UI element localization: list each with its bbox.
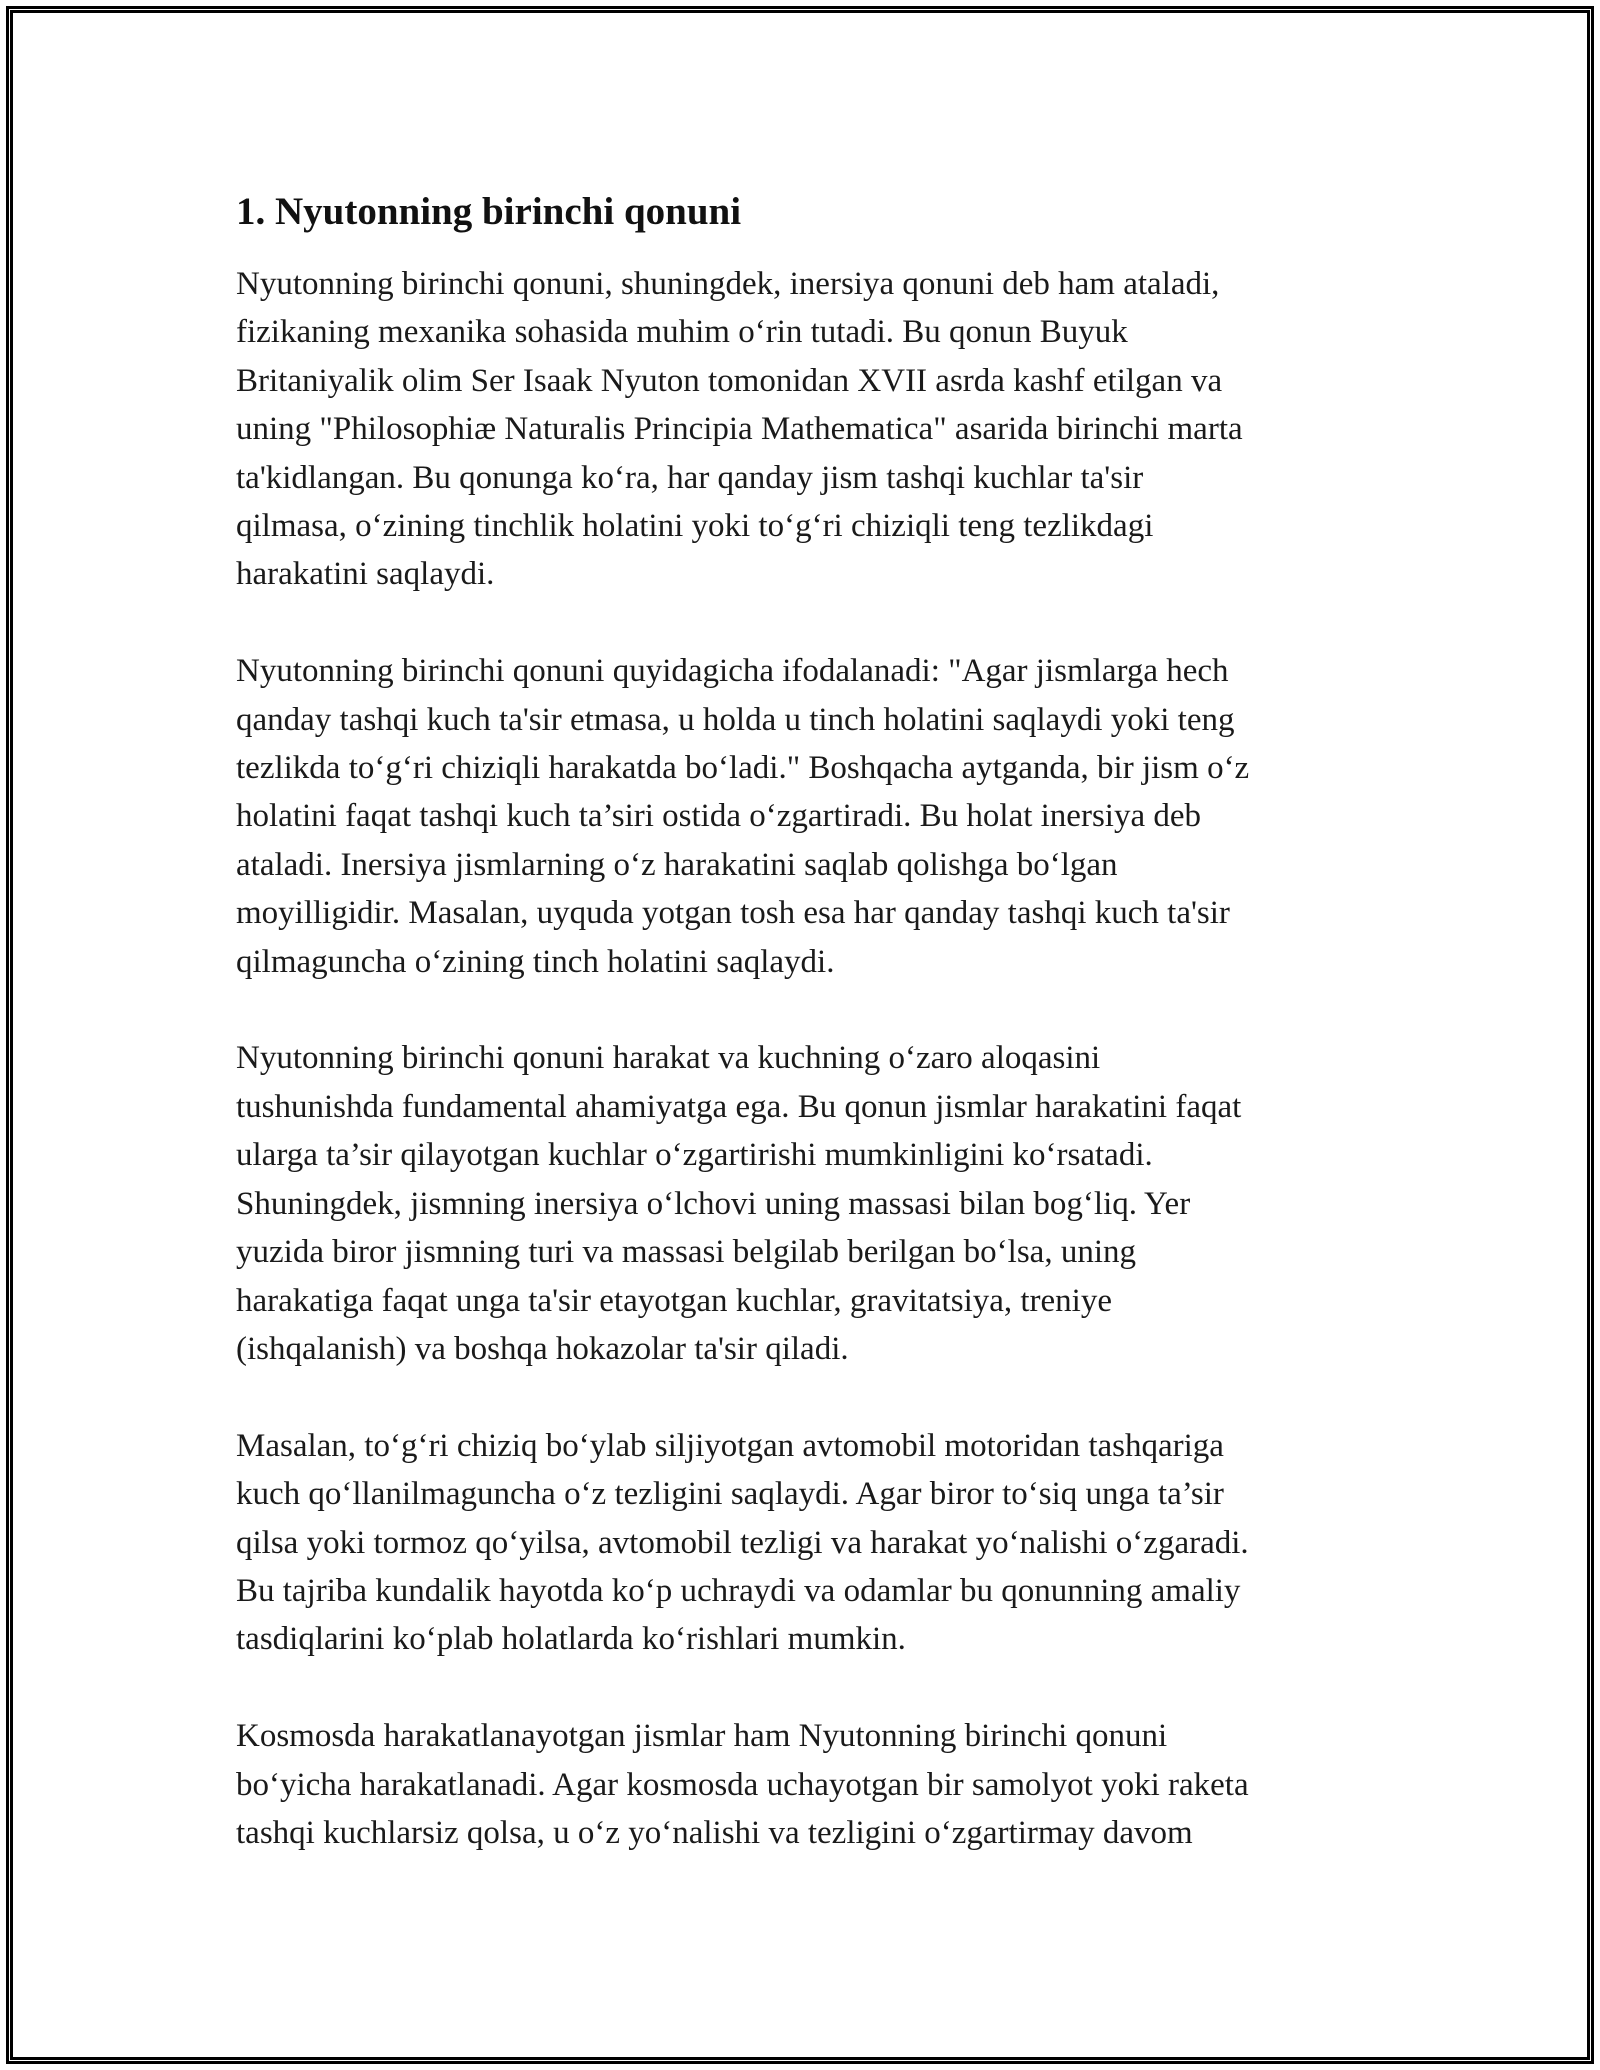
- paragraph-3: Nyutonning birinchi qonuni harakat va kuchning oʻzaro aloqasini tushunishda fundamental ahamiyatga ega. Bu qonun jismlar harakatini faqat ularga ta’sir qilayotgan kuchlar oʻzgartirishi mumkinligini koʻrsatadi. Shuningdek, jismning inersiya oʻlchovi uning massasi bilan bogʻliq. Yer yuzida biror jismning turi va massasi belgilab berilgan boʻlsa, uning harakatiga faqat unga ta'sir etayotgan kuchlar, gravitatsiya, treniye (ishqalanish) va boshqa hokazolar ta'sir qiladi.: [236, 1040, 1242, 1367]
- paragraph-4: Masalan, toʻgʻri chiziq boʻylab siljiyotgan avtomobil motoridan tashqariga kuch qoʻllanilmaguncha oʻz tezligini saqlaydi. Agar biror toʻsiq unga ta’sir qilsa yoki tormoz qoʻyilsa, avtomobil tezligi va harakat yoʻnalishi oʻzgaradi. Bu tajriba kundalik hayotda koʻp uchraydi va odamlar bu qonunning amaliy tasdiqlarini koʻplab holatlarda koʻrishlari mumkin.: [236, 1427, 1249, 1658]
- section-heading: 1. Nyutonning birinchi qonuni: [236, 190, 742, 233]
- paragraph-2: Nyutonning birinchi qonuni quyidagicha ifodalanadi: "Agar jismlarga hech qanday tashqi kuch ta'sir etmasa, u holda u tinch holatini saqlaydi yoki teng tezlikda toʻgʻri chiziqli harakatda boʻladi." Boshqacha aytganda, bir jism oʻz holatini faqat tashqi kuch ta’siri ostida oʻzgartiradi. Bu holat inersiya deb ataladi. Inersiya jismlarning oʻz harakatini saqlab qolishga boʻlgan moyilligidir. Masalan, uyquda yotgan tosh esa har qanday tashqi kuch ta'sir qilmaguncha oʻzining tinch holatini saqlaydi.: [236, 653, 1250, 980]
- paragraph-5: Kosmosda harakatlanayotgan jismlar ham Nyutonning birinchi qonuni boʻyicha harakatlanadi. Agar kosmosda uchayotgan bir samolyot yoki raketa tashqi kuchlarsiz qolsa, u oʻz yoʻnalishi va tezligini oʻzgartirmay davom: [236, 1718, 1249, 1851]
- document-body: [236, 184, 1376, 1906]
- paragraph-1: Nyutonning birinchi qonuni, shuningdek, inersiya qonuni deb ham ataladi, fizikaning mexanika sohasida muhim oʻrin tutadi. Bu qonun Buyuk Britaniyalik olim Ser Isaak Nyuton tomonidan XVII asrda kashf etilgan va uning "Philosophiæ Naturalis Principia Mathematica" asarida birinchi marta ta'kidlangan. Bu qonunga koʻra, har qanday jism tashqi kuchlar ta'sir qilmasa, oʻzining tinchlik holatini yoki toʻgʻri chiziqli teng tezlikdagi harakatini saqlaydi.: [236, 266, 1243, 593]
